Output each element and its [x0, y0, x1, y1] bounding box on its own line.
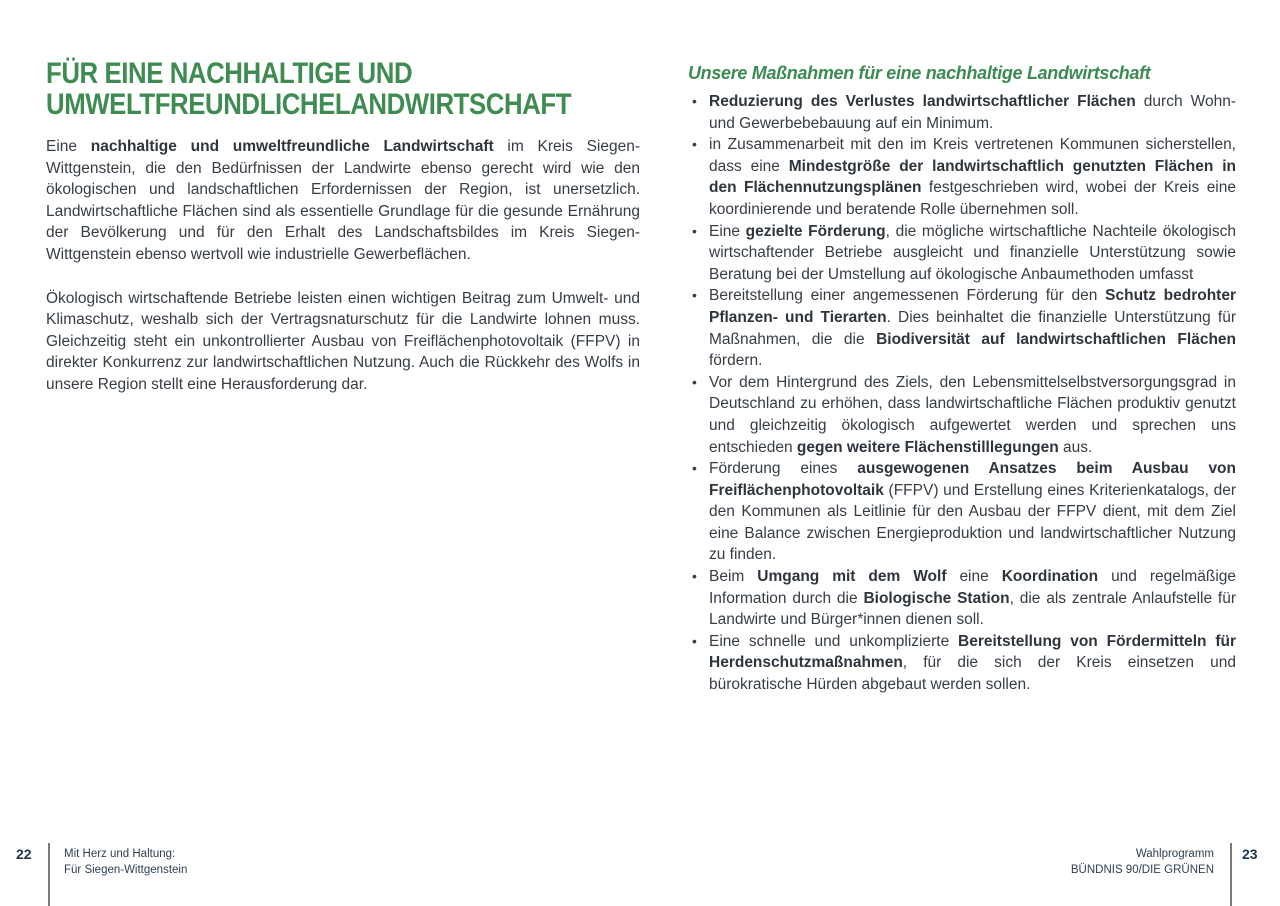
page-number-left: 22 [16, 846, 32, 862]
list-item-text: Förderung eines ausgewogenen Ansatzes beim Ausbau von Freiflächenphotovoltaik (FFPV) und Erstellung eines Kriterienkatalogs, der den Kommunen als Leitlinie für den Ausbau der FFPV dient, mit dem Ziel eine Balance zwischen Energieproduktion und landwirtschaftlicher Nutzung zu finden. [709, 460, 1236, 564]
bullet-icon: • [692, 632, 697, 649]
list-item-text: Eine gezielte Förderung, die mögliche wirtschaftliche Nachteile ökologisch wirtschaftender Betriebe ausgleicht und finanzielle Unterstützung sowie Beratung bei der Umstellung auf ökologische Anbaumethoden umfasst [709, 222, 1236, 283]
footer-divider-right [1230, 843, 1232, 906]
footer-right-line-2: BÜNDNIS 90/DIE GRÜNEN [1070, 863, 1214, 876]
list-item [688, 134, 1236, 220]
page-title-line-2: UMWELTFREUNDLICHELANDWIRTSCHAFT [46, 88, 572, 121]
list-item [688, 221, 1236, 286]
measures-list [688, 91, 1236, 696]
bullet-icon: • [692, 93, 697, 109]
section-title: Unsere Maßnahmen für eine nachhaltige Landwirtschaft [688, 62, 1151, 83]
left-page-column [46, 58, 640, 418]
footer-caption-left [64, 847, 187, 878]
list-item [688, 285, 1236, 371]
bullet-icon: • [692, 287, 697, 304]
list-item-text: Eine schnelle und unkomplizierte Bereitstellung von Fördermitteln für Herdenschutzmaßnahmen, für die sich der Kreis einsetzen und bürokratische Hürden abgebaut werden sollen. [709, 632, 1236, 694]
right-page-column [688, 62, 1236, 696]
page-number-right: 23 [1242, 846, 1258, 862]
bullet-icon: • [692, 222, 697, 239]
list-item [688, 91, 1236, 134]
bullet-icon: • [692, 568, 697, 585]
list-item [688, 566, 1236, 631]
page-title-line-1: FÜR EINE NACHHALTIGE UND [46, 57, 413, 90]
footer-left-line-1: Mit Herz und Haltung: [64, 848, 176, 860]
footer-divider-left [48, 843, 50, 906]
footer-caption-right [1071, 847, 1214, 878]
list-item [688, 372, 1236, 458]
list-item-text: Beim Umgang mit dem Wolf eine Koordination und regelmäßige Information durch die Biologische Station, die als zentrale Anlaufstelle für Landwirte und Bürger*innen dienen soll. [709, 568, 1237, 629]
bullet-icon: • [692, 136, 697, 153]
list-item-text: in Zusammenarbeit mit den im Kreis vertretenen Kommunen sicherstellen, dass eine Mindestgröße der landwirtschaftlich genutzten Flächen in den Flächennutzungsplänen festgeschrieben wird, wobei der Kreis eine koordinierende und beratende Rolle übernehmen soll. [709, 136, 1236, 218]
list-item [688, 458, 1236, 566]
bullet-icon: • [692, 373, 697, 390]
list-item [688, 631, 1236, 696]
list-item-text: Reduzierung des Verlustes landwirtschaftlicher Flächen durch Wohn- und Gewerbebebauung auf ein Minimum. [709, 93, 1236, 132]
list-item-text: Vor dem Hintergrund des Ziels, den Lebensmittelselbstversorgungsgrad in Deutschland zu erhöhen, dass landwirtschaftliche Flächen produktiv genutzt und gleichzeitig ökologisch aufgewertet werden und sprechen uns entschieden gegen weitere Flächenstilllegungen aus. [709, 373, 1236, 456]
footer-right-line-1: Wahlprogramm [1135, 848, 1214, 860]
bullet-icon: • [692, 460, 697, 477]
footer-left-line-2: Für Siegen-Wittgenstein [64, 863, 188, 876]
intro-paragraph-1: Eine nachhaltige und umweltfreundliche Landwirtschaft im Kreis Siegen-Wittgenstein, die den Bedürfnissen der Landwirte ebenso gerecht wird wie den ökologischen und landschaftlichen Erfordernissen der Region, ist unersetzlich. Landwirtschaftliche Flächen sind als essentielle Grundlage für die gesunde Ernährung der Bevölkerung und für den Erhalt des Landschaftsbildes im Kreis Siegen-Wittgenstein ebenso wertvoll wie industrielle Gewerbeflächen. [46, 138, 640, 263]
intro-text [46, 136, 640, 396]
intro-paragraph-2: Ökologisch wirtschaftende Betriebe leisten einen wichtigen Beitrag zum Umwelt- und Klimaschutz, weshalb sich der Vertragsnaturschutz für die Landwirte lohnen muss. Gleichzeitig steht ein unkontrollierter Ausbau von Freiflächenphotovoltaik (FFPV) in direkter Konkurrenz zur landwirtschaftlichen Nutzung. Auch die Rückkehr des Wolfs in unsere Region stellt eine Herausforderung dar. [46, 289, 640, 393]
list-item-text: Bereitstellung einer angemessenen Förderung für den Schutz bedrohter Pflanzen- und Tierarten. Dies beinhaltet die finanzielle Unterstützung für Maßnahmen, die die Biodiversität auf landwirtschaftlichen Flächen fördern. [709, 287, 1237, 370]
